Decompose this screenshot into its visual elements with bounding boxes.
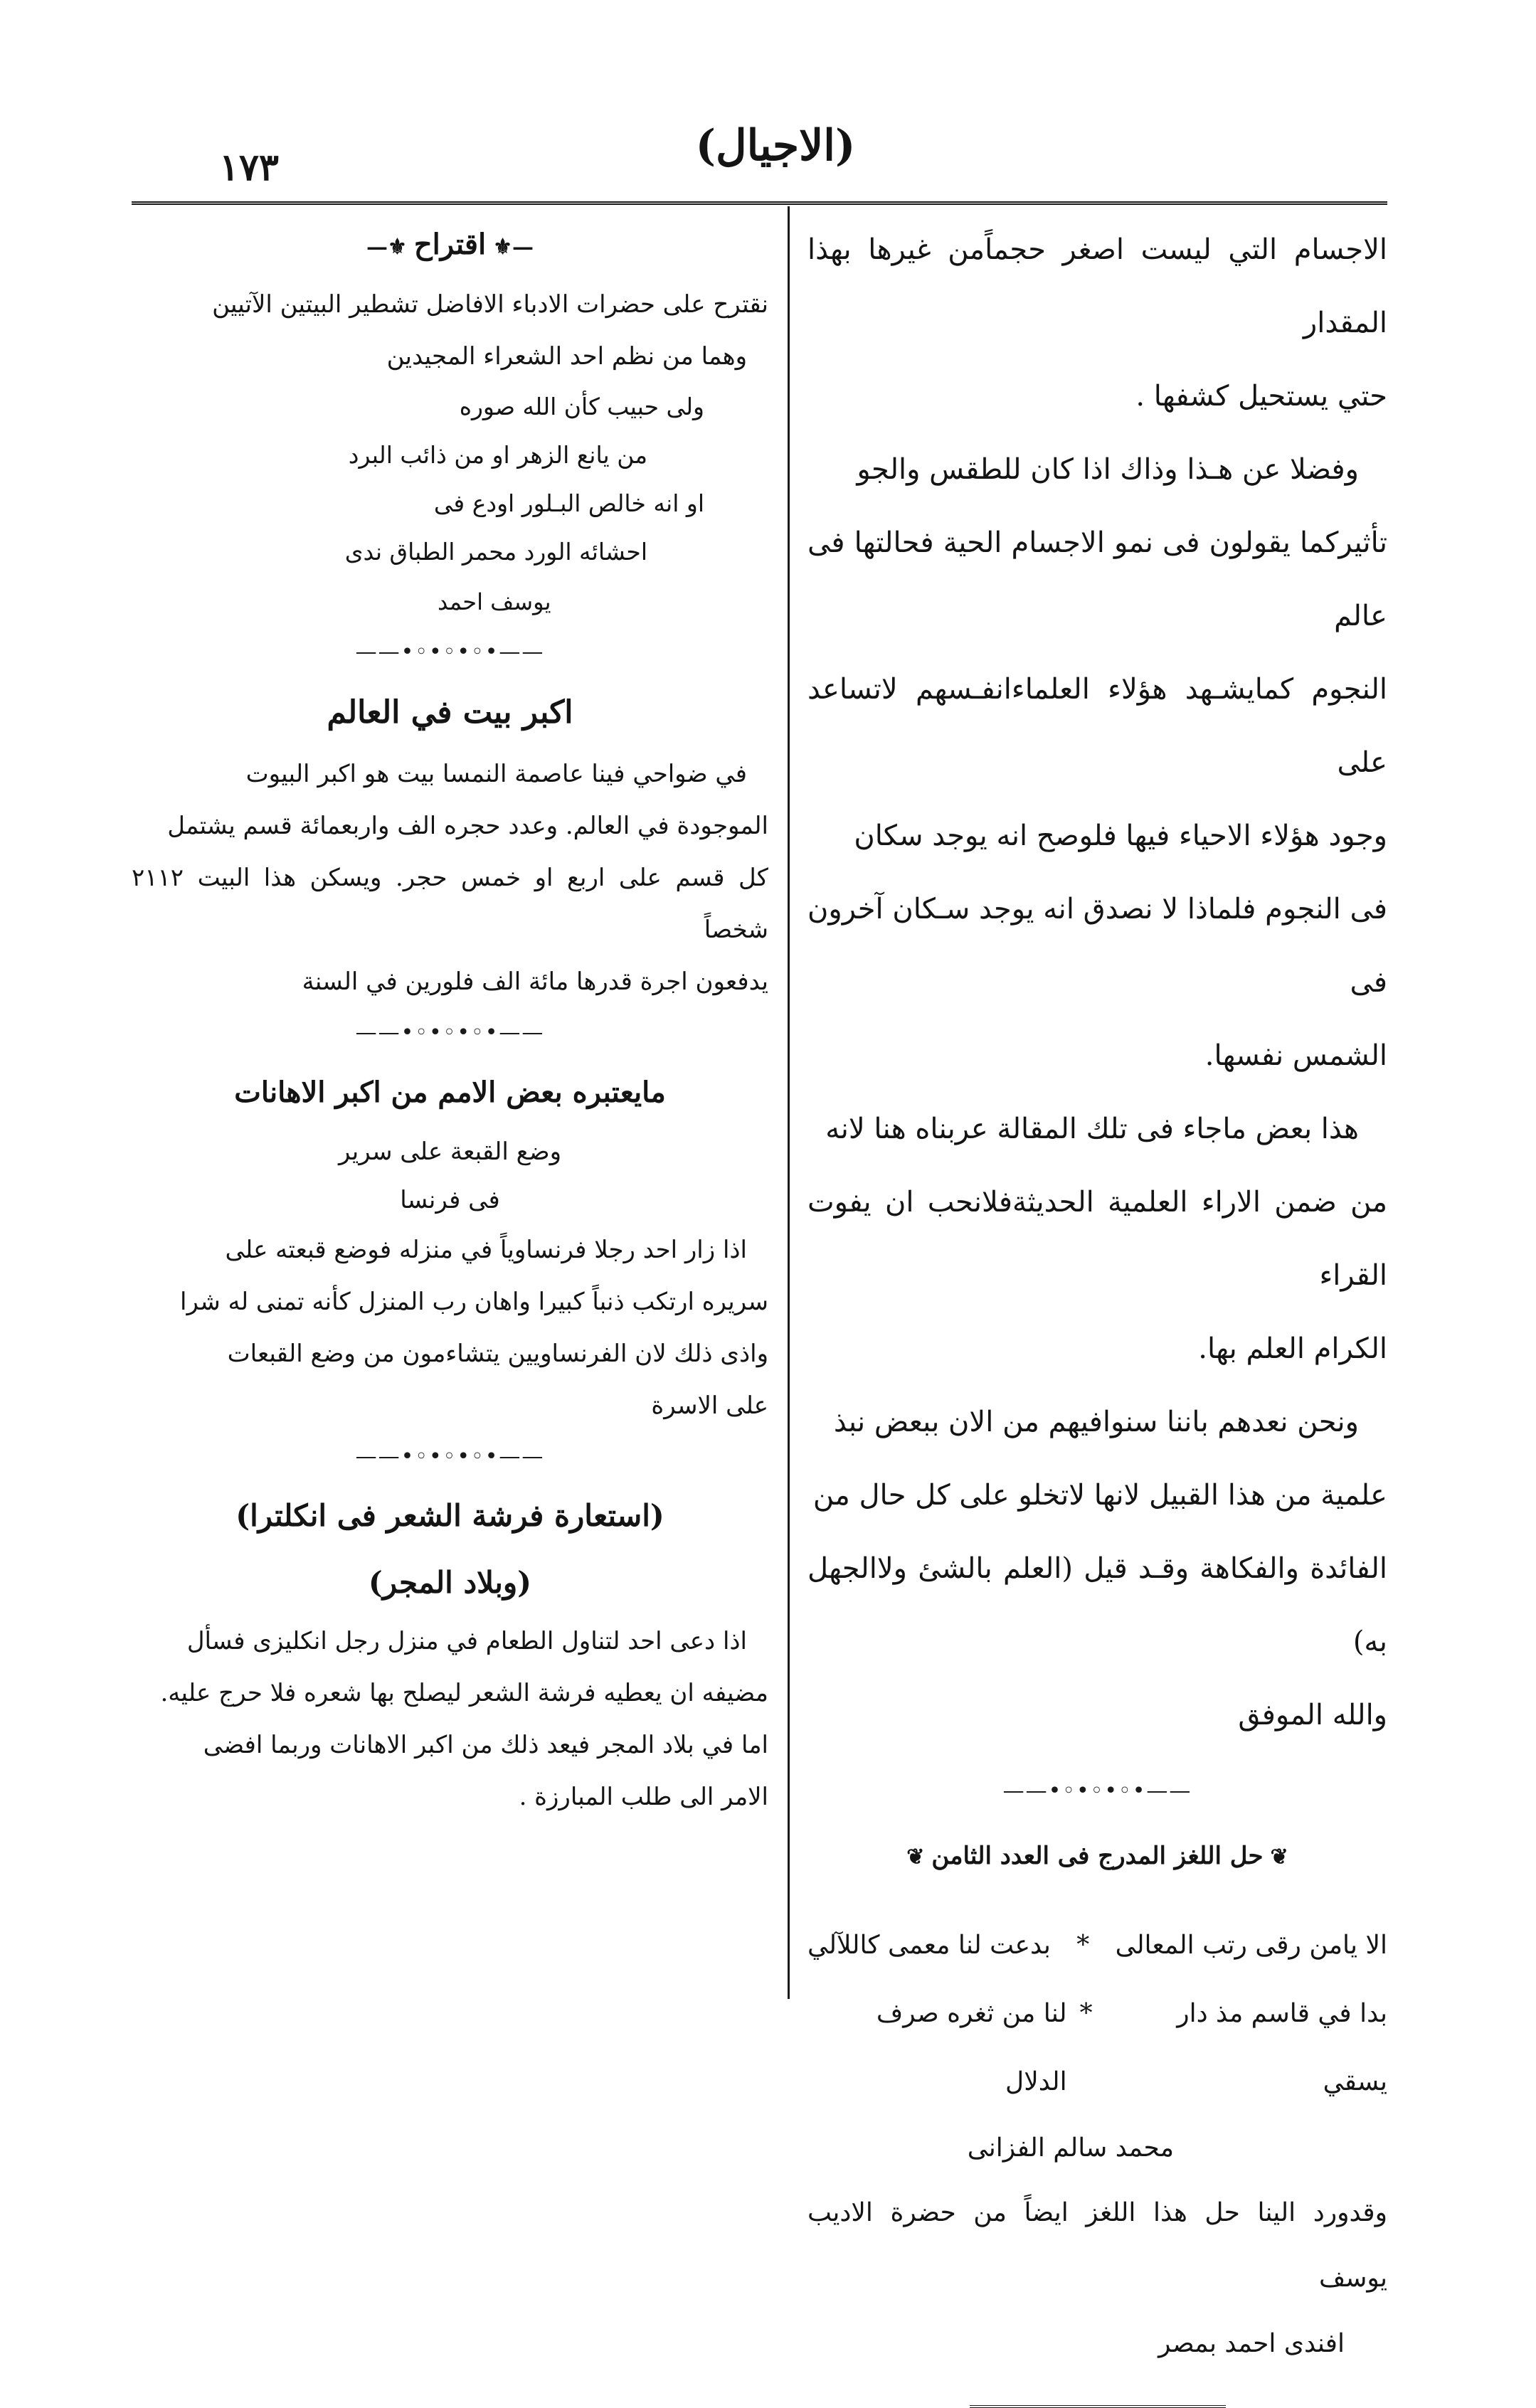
riddle-heading: ❦حل اللغز المدرج فى العدد الثامن❦ [807, 1830, 1387, 1883]
text-line: ونحن نعدهم باننا سنوافيهم من الان ببعض نبذ [833, 1406, 1359, 1438]
ornament-icon: ⚜— [366, 235, 407, 260]
ornament-icon: —⚜ [493, 235, 534, 260]
page-title: (الاجيال) [695, 121, 856, 171]
text-line: اذا زار احد رجلا فرنساوياً في منزله فوضع قبعته على [225, 1236, 747, 1264]
text-line: اذا دعى احد لتناول الطعام في منزل رجل انكليزى فسأل [186, 1627, 747, 1655]
poem-line: او انه خالص البـلور اودع فى [433, 489, 704, 517]
text-line: الموجودة في العالم. وعدد حجره الف واربعمائة قسم يشتمل [167, 812, 768, 840]
poem-line: ولى حبيب كأن الله صوره [459, 393, 704, 420]
end-rule [970, 2405, 1226, 2408]
text-line: الكرام العلم بها. [1198, 1332, 1387, 1365]
text-line: وقدورد الينا حل هذا اللغز ايضاً من حضرة الاديب يوسف [807, 2198, 1387, 2293]
comb-subheading: (وبلاد المجر) [368, 1565, 532, 1600]
text-line: واذى ذلك لان الفرنساويين يتشاءمون من وضع القبعات [227, 1340, 768, 1368]
poem-signature: يوسف احمد [438, 588, 551, 615]
text-line: الفائدة والفكاهة وقـد قيل (العلم بالشئ ولاالجهل به) [807, 1552, 1387, 1658]
text-line: النجوم كمايشـهد هؤلاء العلماءانفـسهم لاتساعد على [807, 673, 1387, 779]
text-line: يدفعون اجرة قدرها مائة الف فلورين في السنة [302, 967, 768, 996]
page-number: ١٧٣ [219, 146, 279, 189]
text-line: مضيفه ان يعطيه فرشة الشعر ليصلح بها شعره فلا حرج عليه. [160, 1679, 768, 1707]
text-line: تأثيركما يقولون فى نمو الاجسام الحية فحالتها فى عالم [807, 526, 1387, 632]
riddle-verse: الا يامن رقى رتب المعالى * بدعت لنا معمى كاللآلي [807, 1911, 1387, 1980]
text-line: فى النجوم فلماذا لا نصدق انه يوجد سـكان آخرون فى [807, 893, 1387, 999]
ornament-icon: ❦ [1270, 1845, 1288, 1869]
text-line: سريره ارتكب ذنباً كبيرا واهان رب المنزل كأنه تمنى له شرا [180, 1288, 768, 1316]
poem-line: احشائه الورد محمر الطباق ندى [344, 538, 647, 566]
text-line: في ضواحي فينا عاصمة النمسا بيت هو اكبر البيوت [245, 760, 747, 788]
left-column [132, 213, 768, 1978]
text-line: والله الموفق [1238, 1699, 1387, 1731]
text-line: اما في بلاد المجر فيعد ذلك من اكبر الاهانات وربما افضى [203, 1731, 768, 1759]
text-line: وفضلا عن هـذا وذاك اذا كان للطقس والجو [857, 453, 1359, 486]
right-column [807, 213, 1387, 2358]
poem-line: من يانع الزهر او من ذائب البرد [348, 441, 647, 469]
ornament-divider: ——•◦•◦•◦•—— [355, 640, 545, 664]
text-line: حتي يستحيل كشفها . [1135, 380, 1387, 413]
comb-heading: (استعارة فرشة الشعر فى انكلترا) [235, 1498, 664, 1533]
header-rule [132, 201, 1387, 205]
text-line: الامر الى طلب المبارزة . [519, 1783, 768, 1811]
text-line: الاجسام التي ليست اصغر حجماًمن غيرها بهذا المقدار [807, 233, 1387, 339]
text-line: وجود هؤلاء الاحياء فيها فلوصح انه يوجد سكان [854, 820, 1387, 852]
riddle-signature: محمد سالم الفزانى [967, 2133, 1174, 2163]
text-line: علمية من هذا القبيل لانها لاتخلو على كل حال من [812, 1479, 1387, 1512]
house-heading: اكبر بيت في العالم [327, 694, 573, 731]
ornament-divider: ——•◦•◦•◦•—— [355, 1020, 545, 1045]
insult-subheading: وضع القبعة على سرير [338, 1137, 562, 1166]
insult-heading: مايعتبره بعض الامم من اكبر الاهانات [234, 1076, 666, 1109]
verse-separator: * [1079, 1999, 1093, 2028]
text-line: الشمس نفسها. [1204, 1039, 1387, 1072]
text-line: نقترح على حضرات الادباء الافاضل تشطير البيتين الآتيين [212, 290, 768, 319]
ornament-divider: ——•◦•◦•◦•—— [1002, 1778, 1192, 1803]
text-line: من ضمن الاراء العلمية الحديثةفلانحب ان يفوت القراء [807, 1186, 1387, 1292]
column-divider [788, 206, 790, 1999]
verse-separator: * [1076, 1931, 1090, 1960]
article-continuation [807, 213, 1387, 1752]
ornament-divider: ——•◦•◦•◦•—— [355, 1444, 545, 1469]
text-line: هذا بعض ماجاء فى تلك المقالة عربناه هنا لانه [825, 1113, 1359, 1145]
ornament-icon: ❦ [906, 1845, 925, 1869]
text-line: وهما من نظم احد الشعراء المجيدين [386, 342, 747, 371]
insult-subheading: فى فرنسا [400, 1186, 500, 1214]
riddle-verse: بدا في قاسم مذ دار يسقي * لنا من ثغره صرف الدلال [807, 1980, 1387, 2116]
text-line: كل قسم على اربع او خمس حجر. ويسكن هذا البيت ٢١١٢ شخصاً [132, 864, 768, 944]
proposal-heading: —⚜اقتراح⚜— [132, 213, 768, 279]
text-line: على الاسرة [651, 1391, 768, 1420]
text-line: افندى احمد بمصر [1158, 2329, 1345, 2358]
